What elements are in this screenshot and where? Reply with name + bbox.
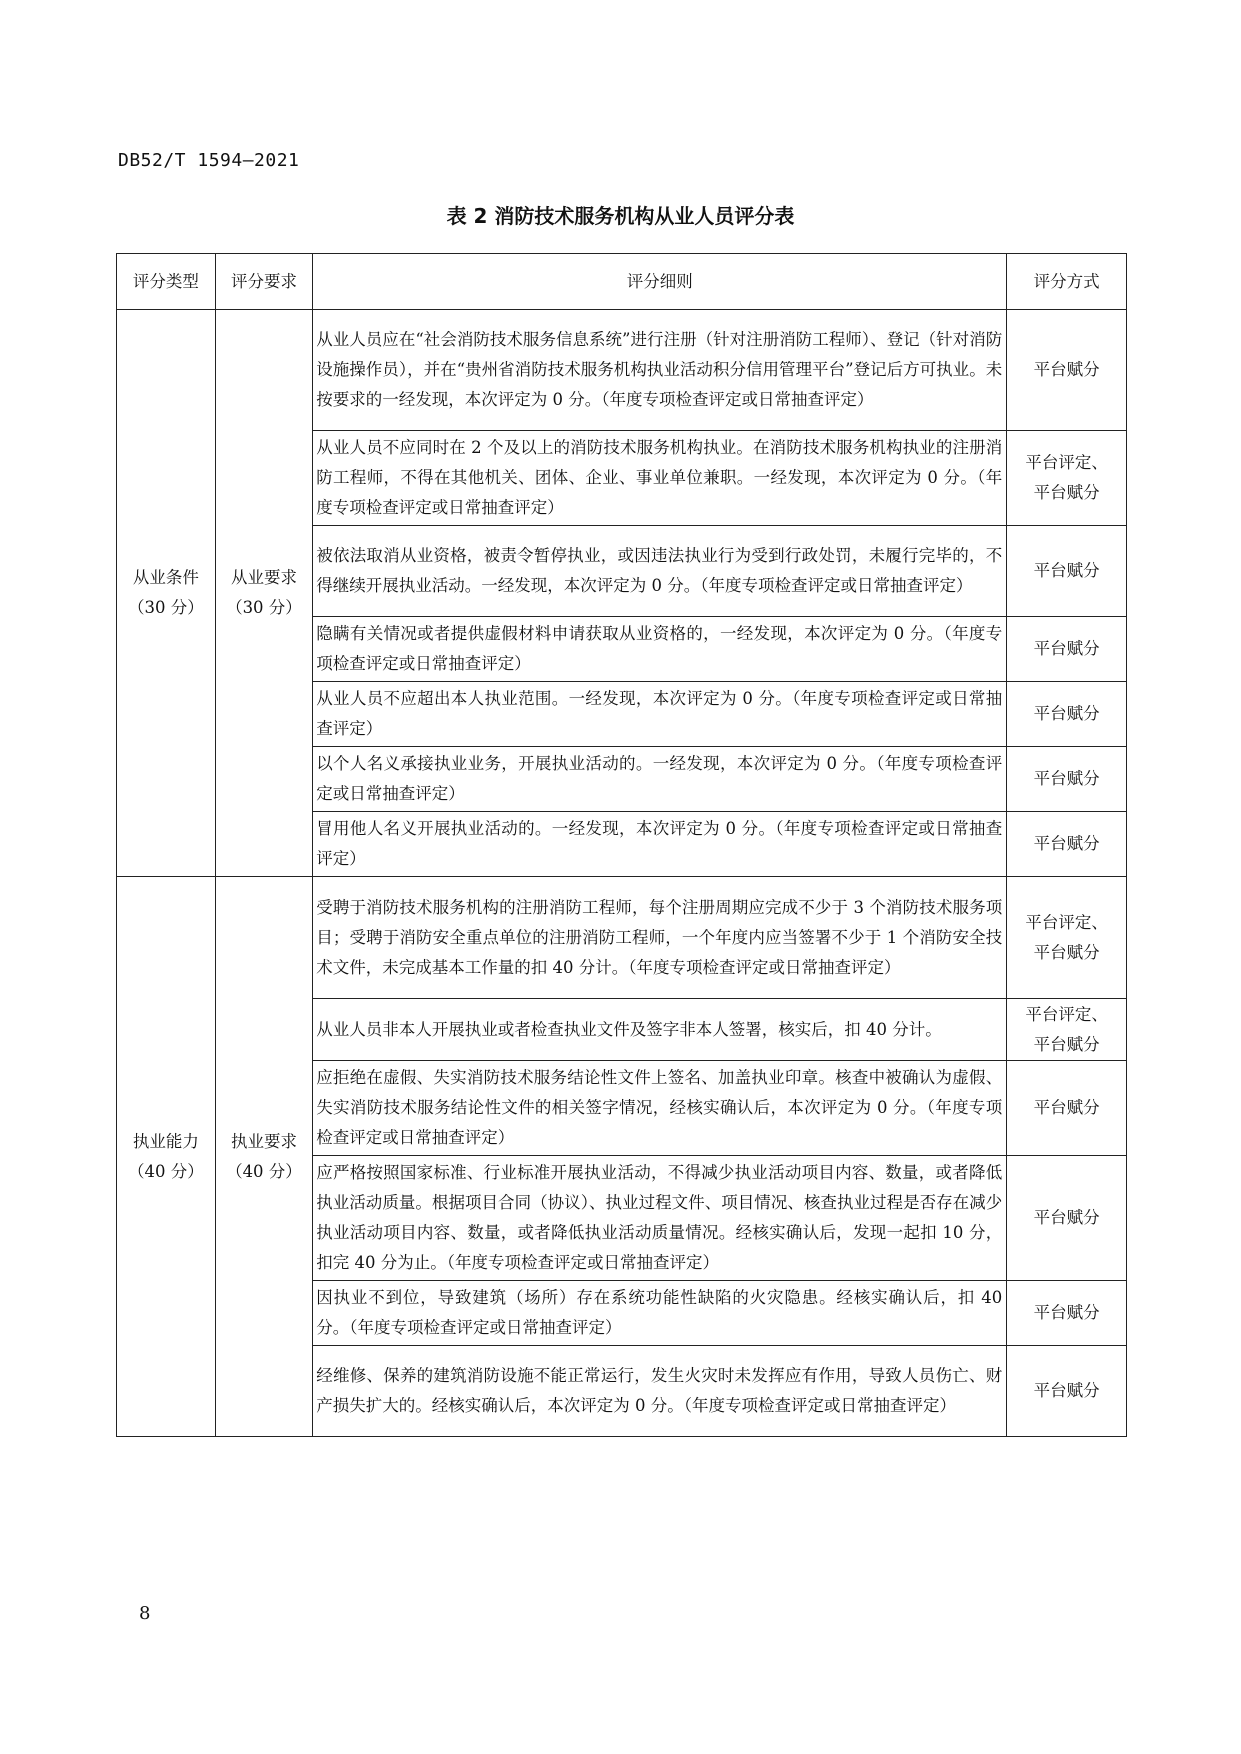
score-requirement-name: 从业要求 xyxy=(230,568,297,587)
table-row xyxy=(117,310,1127,431)
scoring-detail: 从业人员非本人开展执业或者检查执业文件及签字非本人签署，核实后，扣 40 分计。 xyxy=(313,999,1007,1061)
score-type-points: （40 分） xyxy=(127,1161,204,1181)
scoring-detail: 从业人员不应超出本人执业范围。一经发现，本次评定为 0 分。（年度专项检查评定或日常抽查评定） xyxy=(313,682,1007,747)
scoring-method: 平台赋分 xyxy=(1007,1061,1127,1156)
scoring-detail: 受聘于消防技术服务机构的注册消防工程师，每个注册周期应完成不少于 3 个消防技术服务项目；受聘于消防安全重点单位的注册消防工程师，一个年度内应当签署不少于 1 个消防安全技术文件，未完成基本工作量的扣 40 分计。（年度专项检查评定或日常抽查评定） xyxy=(313,877,1007,999)
scoring-detail: 经维修、保养的建筑消防设施不能正常运行，发生火灾时未发挥应有作用，导致人员伤亡、财产损失扩大的。经核实确认后，本次评定为 0 分。（年度专项检查评定或日常抽查评定） xyxy=(313,1346,1007,1437)
score-requirement-cell xyxy=(215,877,313,1437)
column-header: 评分要求 xyxy=(215,254,313,310)
scoring-method: 平台赋分 xyxy=(1007,1281,1127,1346)
score-requirement-points: （30 分） xyxy=(226,598,302,617)
scoring-method: 平台赋分 xyxy=(1007,617,1127,682)
scoring-detail: 从业人员应在“社会消防技术服务信息系统”进行注册（针对注册消防工程师）、登记（针对消防设施操作员），并在“贵州省消防技术服务机构执业活动积分信用管理平台”登记后方可执业。未按要求的一经发现，本次评定为 0 分。（年度专项检查评定或日常抽查评定） xyxy=(313,310,1007,431)
scoring-method: 平台赋分 xyxy=(1007,310,1127,431)
scoring-table xyxy=(116,253,1127,1437)
scoring-detail: 冒用他人名义开展执业活动的。一经发现，本次评定为 0 分。（年度专项检查评定或日常抽查评定） xyxy=(313,812,1007,877)
scoring-detail: 应严格按照国家标准、行业标准开展执业活动，不得减少执业活动项目内容、数量，或者降低执业活动质量。根据项目合同（协议）、执业过程文件、项目情况、核查执业过程是否存在减少执业活动项目内容、数量，或者降低执业活动质量情况。经核实确认后，发现一起扣 10 分，扣完 40 分为止。（年度专项检查评定或日常抽查评定） xyxy=(313,1156,1007,1281)
standard-code: DB52/T 1594—2021 xyxy=(118,150,300,171)
score-requirement-name: 执业要求 xyxy=(230,1131,297,1151)
scoring-method: 平台赋分 xyxy=(1007,1156,1127,1281)
scoring-detail: 从业人员不应同时在 2 个及以上的消防技术服务机构执业。在消防技术服务机构执业的注册消防工程师，不得在其他机关、团体、企业、事业单位兼职。一经发现，本次评定为 0 分。（年度专项检查评定或日常抽查评定） xyxy=(313,431,1007,526)
scoring-detail: 被依法取消从业资格，被责令暂停执业，或因违法执业行为受到行政处罚，未履行完毕的，不得继续开展执业活动。一经发现，本次评定为 0 分。（年度专项检查评定或日常抽查评定） xyxy=(313,526,1007,617)
scoring-method: 平台赋分 xyxy=(1007,747,1127,812)
scoring-method: 平台评定、 平台赋分 xyxy=(1007,999,1127,1061)
scoring-detail: 隐瞒有关情况或者提供虚假材料申请获取从业资格的，一经发现，本次评定为 0 分。（年度专项检查评定或日常抽查评定） xyxy=(313,617,1007,682)
score-type-points: （30 分） xyxy=(127,598,204,617)
scoring-method: 平台赋分 xyxy=(1007,1346,1127,1437)
score-type-cell xyxy=(117,877,216,1437)
scoring-method: 平台赋分 xyxy=(1007,812,1127,877)
score-type-cell xyxy=(117,310,216,877)
column-header: 评分类型 xyxy=(117,254,216,310)
scoring-method: 平台赋分 xyxy=(1007,682,1127,747)
page-number: 8 xyxy=(139,1603,151,1624)
table-title: 表 2 消防技术服务机构从业人员评分表 xyxy=(446,204,795,228)
table-row xyxy=(117,877,1127,999)
scoring-method: 平台评定、 平台赋分 xyxy=(1007,877,1127,999)
column-header: 评分方式 xyxy=(1007,254,1127,310)
column-header: 评分细则 xyxy=(313,254,1007,310)
scoring-method: 平台赋分 xyxy=(1007,526,1127,617)
score-type-name: 执业能力 xyxy=(132,1131,199,1151)
scoring-detail: 应拒绝在虚假、失实消防技术服务结论性文件上签名、加盖执业印章。核查中被确认为虚假、失实消防技术服务结论性文件的相关签字情况，经核实确认后，本次评定为 0 分。（年度专项检查评定或日常抽查评定） xyxy=(313,1061,1007,1156)
scoring-detail: 以个人名义承接执业业务，开展执业活动的。一经发现，本次评定为 0 分。（年度专项检查评定或日常抽查评定） xyxy=(313,747,1007,812)
score-requirement-points: （40 分） xyxy=(226,1161,302,1181)
score-requirement-cell xyxy=(215,310,313,877)
score-type-name: 从业条件 xyxy=(132,568,199,587)
table-header-row xyxy=(117,254,1127,310)
scoring-method: 平台评定、 平台赋分 xyxy=(1007,431,1127,526)
scoring-detail: 因执业不到位，导致建筑（场所）存在系统功能性缺陷的火灾隐患。经核实确认后，扣 40 分。（年度专项检查评定或日常抽查评定） xyxy=(313,1281,1007,1346)
